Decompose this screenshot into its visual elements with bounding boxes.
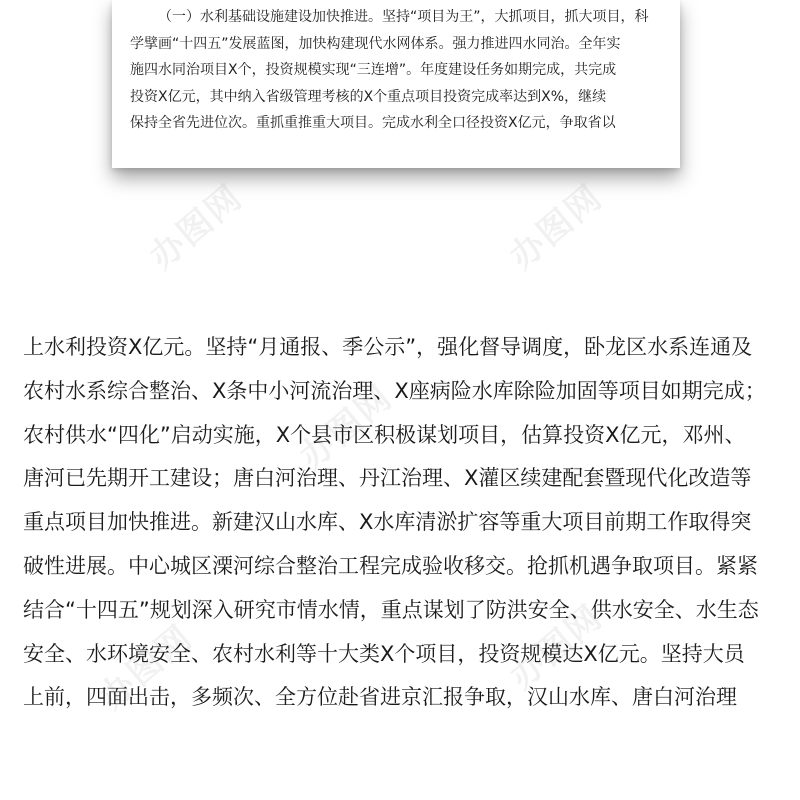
text-line: 破性进展。中心城区溧河综合整治工程完成验收移交。抢抓机遇争取项目。紧紧 [23,553,758,578]
watermark-1: 办图网 [142,177,251,278]
watermark-3: 办图网 [292,377,401,478]
card-line: 施四水同治项目Ⅹ个，投资规模实现“三连增”。年度建设任务如期完成，共完成 [130,62,617,78]
text-line: 重点项目加快推进。新建汉山水库、Ⅹ水库清淤扩容等重大项目前期工作取得突 [23,510,752,535]
text-line: 结合“十四五”规划深入研究市情水情，重点谋划了防洪安全、供水安全、水生态 [23,597,759,622]
card-line: 保持全省先进位次。重抓重推重大项目。完成水利全口径投资Ⅹ亿元，争取省以 [130,115,616,131]
main-paragraph [23,326,779,720]
watermark-2: 办图网 [502,177,611,278]
watermark-5: 办图网 [92,617,201,718]
document-preview-card [112,0,680,168]
text-line: 安全、水环境安全、农村水利等十大类Ⅹ个项目，投资规模达Ⅹ亿元。坚持大员 [23,641,745,666]
card-line: 投资Ⅹ亿元，其中纳入省级管理考核的Ⅹ个重点项目投资完成率达到Ⅹ%，继续 [130,88,607,105]
text-line: 上前，四面出击，多频次、全方位赴省进京汇报争取，汉山水库、唐白河治理 [23,685,737,710]
text-line: 上水利投资Ⅹ亿元。坚持“月通报、季公示”，强化督导调度，卧龙区水系连通及 [23,335,753,359]
card-line: （一）水利基础设施建设加快推进。坚持“项目为王”，大抓项目，抓大项目，科 [158,9,649,25]
card-paragraph [130,4,662,137]
card-line: 学擘画“十四五”发展蓝图，加快构建现代水网体系。强力推进四水同治。全年实 [130,35,621,52]
text-line: 农村供水“四化”启动实施，Ⅹ个县市区积极谋划项目，估算投资Ⅹ亿元，邓州、 [23,422,746,447]
text-line: 农村水系综合整治、Ⅹ条中小河流治理、Ⅹ座病险水库除险加固等项目如期完成； [23,378,766,403]
watermark-4: 办图网 [502,597,611,698]
text-line: 唐河已先期开工建设；唐白河治理、丹江治理、Ⅹ灌区续建配套暨现代化改造等 [23,466,752,491]
